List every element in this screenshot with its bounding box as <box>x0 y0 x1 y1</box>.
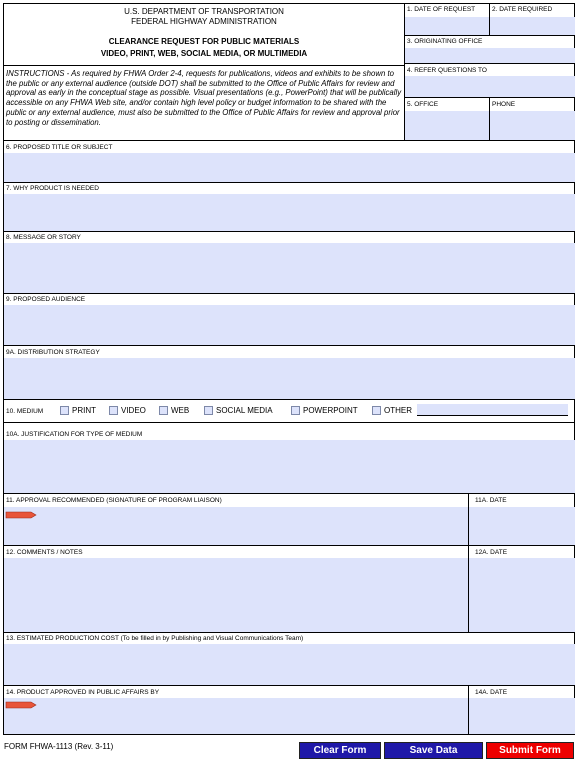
date-required-label: 2. DATE REQUIRED <box>492 6 553 13</box>
rule <box>404 35 575 36</box>
video-checkbox[interactable] <box>109 406 118 415</box>
approved-by-label: 14. PRODUCT APPROVED IN PUBLIC AFFAIRS BY <box>6 689 160 696</box>
audience-field[interactable] <box>4 305 575 345</box>
sign-here-arrow-icon <box>5 701 37 709</box>
date-of-request-field[interactable] <box>405 17 489 35</box>
message-label: 8. MESSAGE OR STORY <box>6 234 81 241</box>
powerpoint-option-label: POWERPOINT <box>303 406 358 415</box>
date-12a-field[interactable] <box>469 558 575 632</box>
other-option-label: OTHER <box>384 406 412 415</box>
refer-questions-label: 4. REFER QUESTIONS TO <box>407 67 487 74</box>
proposed-title-field[interactable] <box>4 153 575 182</box>
save-data-button[interactable]: Save Data <box>384 742 483 759</box>
header-divider <box>3 65 405 66</box>
rule <box>3 231 575 232</box>
rule <box>3 422 575 423</box>
date-required-field[interactable] <box>490 17 575 35</box>
rule <box>404 97 575 98</box>
why-needed-label: 7. WHY PRODUCT IS NEEDED <box>6 185 99 192</box>
distribution-label: 9A. DISTRIBUTION STRATEGY <box>6 349 100 356</box>
date-14a-field[interactable] <box>469 698 575 734</box>
rule <box>3 685 575 686</box>
rule <box>404 63 575 64</box>
justification-label: 10A. JUSTIFICATION FOR TYPE OF MEDIUM <box>6 431 143 438</box>
office-label: 5. OFFICE <box>407 101 439 108</box>
web-option-label: WEB <box>171 406 190 415</box>
sign-here-arrow-icon <box>5 511 37 519</box>
approved-by-signature-field[interactable] <box>4 698 468 734</box>
rule <box>3 345 575 346</box>
rule <box>3 140 575 141</box>
title-line-1: CLEARANCE REQUEST FOR PUBLIC MATERIALS <box>108 37 300 46</box>
dept-line-2: FEDERAL HIGHWAY ADMINISTRATION <box>131 17 277 26</box>
date-11a-field[interactable] <box>469 507 575 545</box>
date-14a-label: 14A. DATE <box>475 689 508 696</box>
rule <box>3 632 575 633</box>
powerpoint-checkbox[interactable] <box>291 406 300 415</box>
video-option-label: VIDEO <box>121 406 146 415</box>
rule <box>3 182 575 183</box>
office-field[interactable] <box>405 111 489 140</box>
form-title <box>4 36 404 60</box>
date-of-request-label: 1. DATE OF REQUEST <box>407 6 476 13</box>
audience-label: 9. PROPOSED AUDIENCE <box>6 296 86 303</box>
cost-label: 13. ESTIMATED PRODUCTION COST (To be filled in by Publishing and Visual Communications Team) <box>6 635 304 642</box>
proposed-title-label: 6. PROPOSED TITLE OR SUBJECT <box>6 144 113 151</box>
print-checkbox[interactable] <box>60 406 69 415</box>
comments-field[interactable] <box>4 558 468 632</box>
dept-line-1: U.S. DEPARTMENT OF TRANSPORTATION <box>124 7 284 16</box>
rule <box>3 293 575 294</box>
social-media-checkbox[interactable] <box>204 406 213 415</box>
rule <box>3 493 575 494</box>
originating-office-label: 3. ORIGINATING OFFICE <box>407 38 483 45</box>
other-checkbox[interactable] <box>372 406 381 415</box>
originating-office-field[interactable] <box>405 48 575 63</box>
social-media-option-label: SOCIAL MEDIA <box>216 406 273 415</box>
phone-field[interactable] <box>490 111 575 140</box>
instructions-text: INSTRUCTIONS - As required by FHWA Order 2-4, requests for publications, videos and exhibits to be shown to the public or any external audience (outside DOT) shall be submitted to the Office of Public Affairs for review and approval as early in the conceptual stage as possible. Visual presentations (e.g., PowerPoint) that will be publically accessible on any FHWA Web site, and/or contain high level policy or budget information to be shared with the public or any external audience, must also be submitted to the Office of Public Affairs for review and approval prior to posting or dissemination. <box>6 69 402 127</box>
approval-signature-field[interactable] <box>4 507 468 545</box>
submit-form-button[interactable]: Submit Form <box>486 742 574 759</box>
rule <box>3 545 575 546</box>
comments-label: 12. COMMENTS / NOTES <box>6 549 83 556</box>
other-medium-field[interactable] <box>417 404 568 416</box>
why-needed-field[interactable] <box>4 194 575 231</box>
print-option-label: PRINT <box>72 406 96 415</box>
message-field[interactable] <box>4 243 575 293</box>
phone-label: PHONE <box>492 101 516 108</box>
approval-label: 11. APPROVAL RECOMMENDED (SIGNATURE OF PROGRAM LIAISON) <box>6 497 222 504</box>
title-line-2: VIDEO, PRINT, WEB, SOCIAL MEDIA, OR MULTIMEDIA <box>100 49 308 58</box>
refer-questions-field[interactable] <box>405 76 575 97</box>
rule <box>3 399 575 400</box>
cost-field[interactable] <box>4 644 575 685</box>
date-12a-label: 12A. DATE <box>475 549 508 556</box>
distribution-field[interactable] <box>4 358 575 399</box>
justification-field[interactable] <box>4 440 575 493</box>
medium-label: 10. MEDIUM <box>6 408 44 415</box>
web-checkbox[interactable] <box>159 406 168 415</box>
clear-form-button[interactable]: Clear Form <box>299 742 381 759</box>
form-number: FORM FHWA-1113 (Rev. 3-11) <box>4 742 114 751</box>
date-11a-label: 11A. DATE <box>475 497 507 504</box>
dept-header <box>4 7 404 27</box>
